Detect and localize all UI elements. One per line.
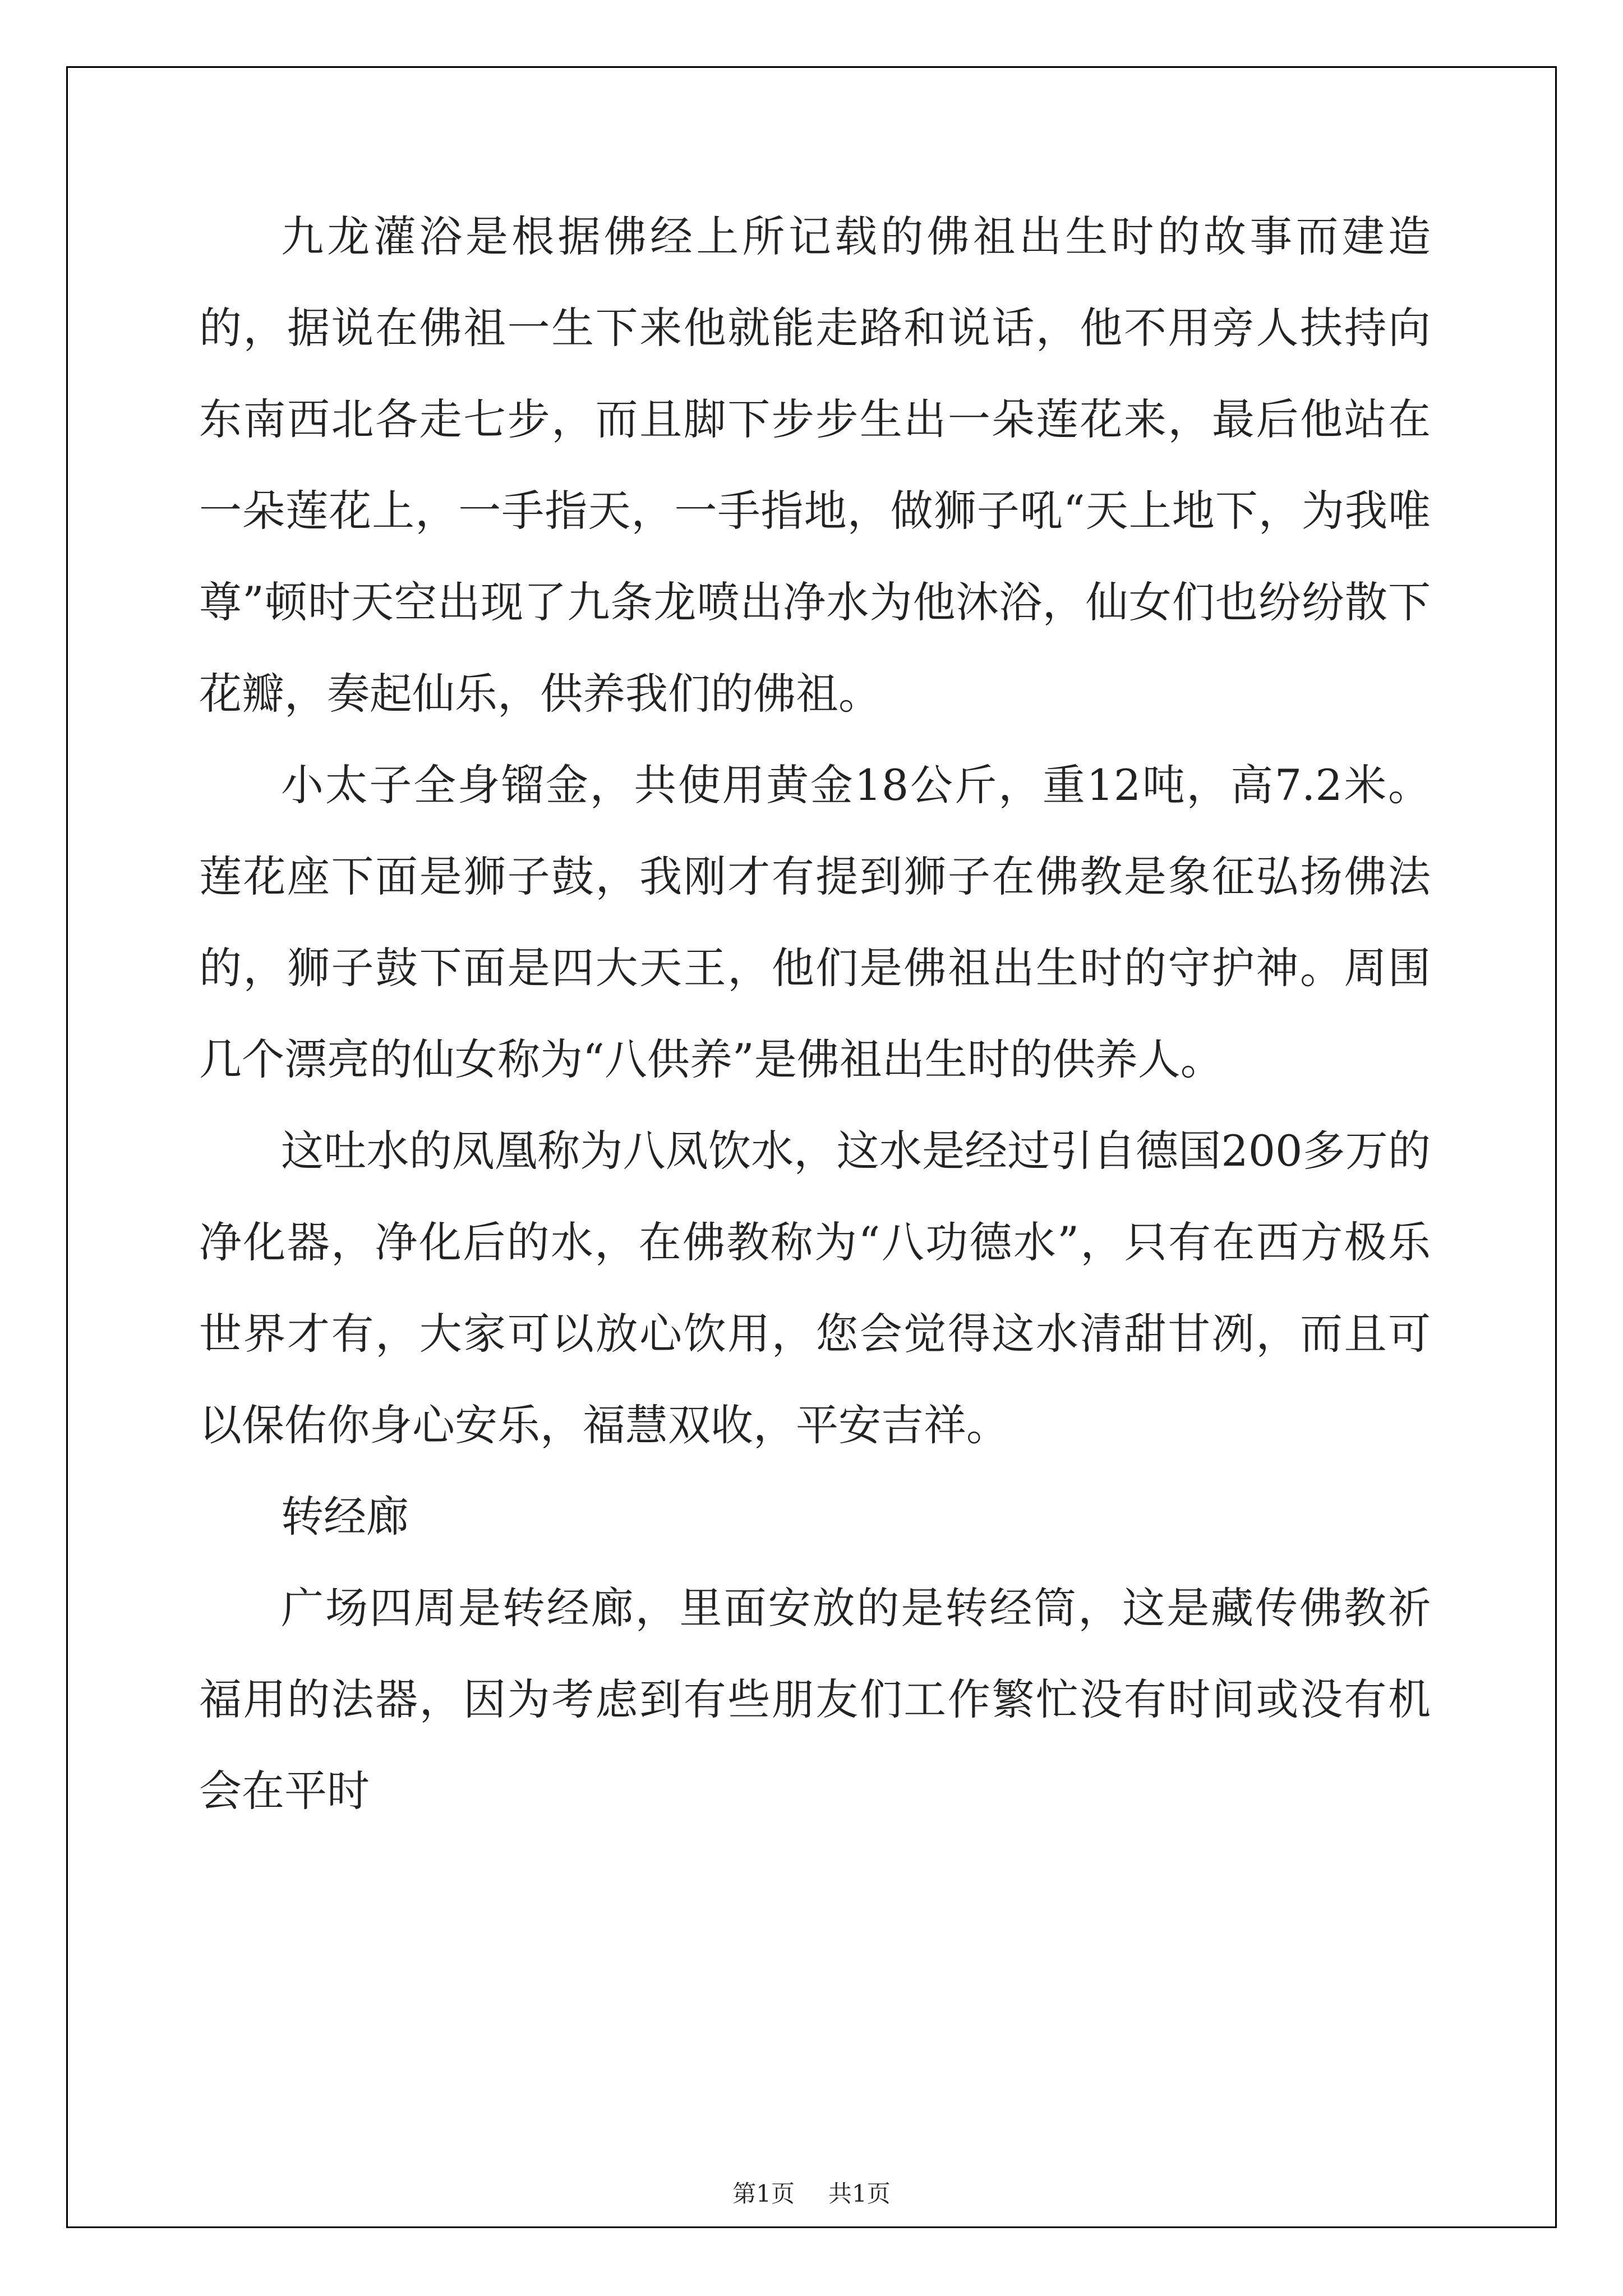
paragraph-phoenix-water: 这吐水的凤凰称为八凤饮水，这水是经过引自德国200多万的净化器，净化后的水，在佛教称为“八功德水”，只有在西方极乐世界才有，大家可以放心饮用，您会觉得这水清甜甘冽，而且可以保佑你身心安乐，福慧双收，平安吉祥。	[199, 1126, 1431, 1450]
page-total: 共1页	[828, 2180, 891, 2207]
section-heading-prayer-corridor: 转经廊	[281, 1492, 409, 1542]
page-number: 第1页	[732, 2180, 795, 2207]
paragraph-nine-dragons: 九龙灌浴是根据佛经上所记载的佛祖出生时的故事而建造的，据说在佛祖一生下来他就能走路和说话，他不用旁人扶持向东南西北各走七步，而且脚下步步生出一朵莲花来，最后他站在一朵莲花上，一手指天，一手指地，做狮子吼“天上地下，为我唯尊”顿时天空出现了九条龙喷出净水为他沐浴，仙女们也纷纷散下花瓣，奏起仙乐，供养我们的佛祖。	[199, 211, 1431, 719]
document-body	[199, 191, 1431, 1837]
paragraph-prince-statue: 小太子全身镏金，共使用黄金18公斤，重12吨，高7.2米。莲花座下面是狮子鼓，我刚才有提到狮子在佛教是象征弘扬佛法的，狮子鼓下面是四大天王，他们是佛祖出生时的守护神。周围几个漂亮的仙女称为“八供养”是佛祖出生时的供养人。	[199, 760, 1431, 1084]
page-footer	[0, 2175, 1623, 2209]
paragraph-prayer-wheels: 广场四周是转经廊，里面安放的是转经筒，这是藏传佛教祈福用的法器，因为考虑到有些朋友们工作繁忙没有时间或没有机会在平时	[199, 1583, 1431, 1816]
